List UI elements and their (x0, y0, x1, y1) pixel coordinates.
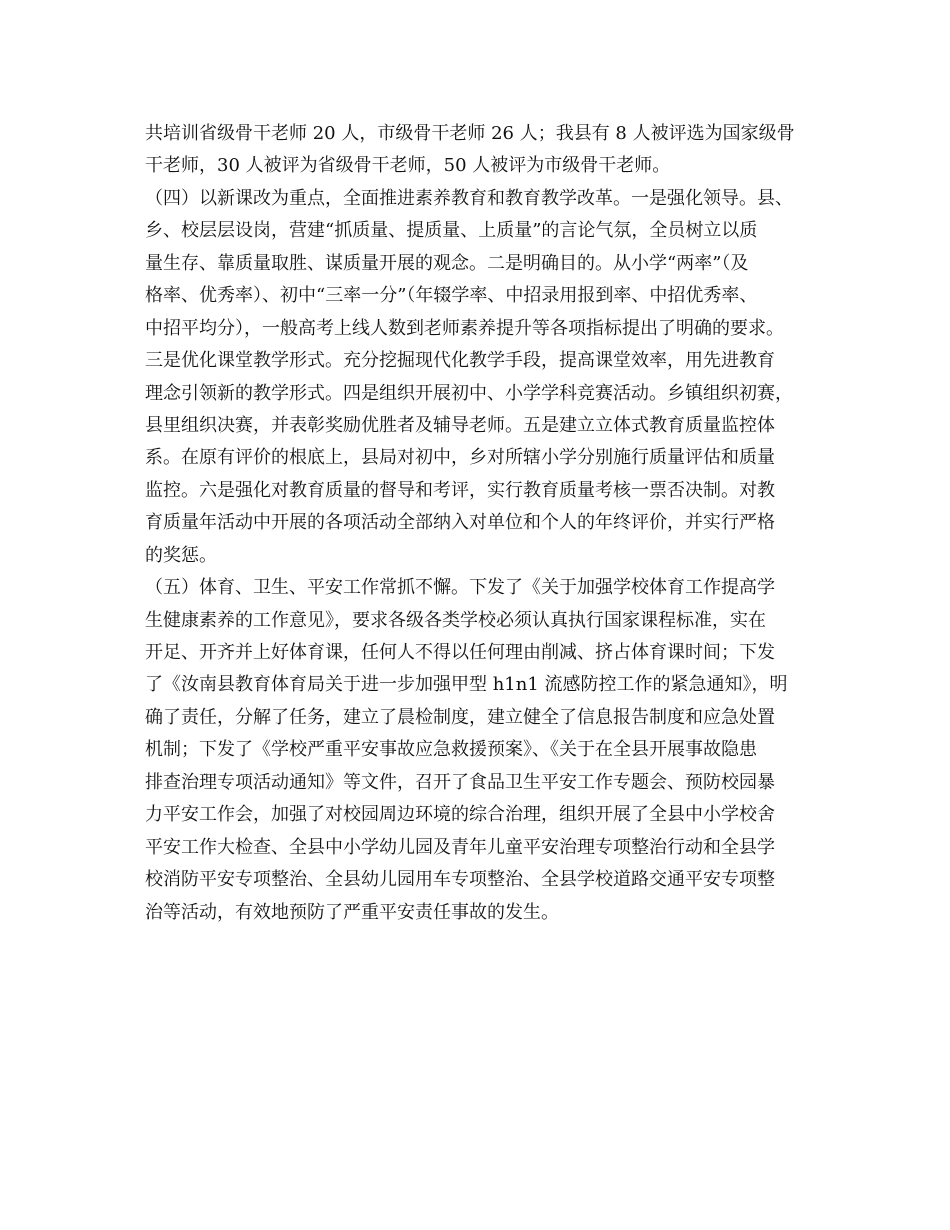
text-line: 理念引领新的教学形式。四是组织开展初中、小学学科竞赛活动。乡镇组织初赛， (145, 382, 793, 404)
text-line: 监控。六是强化对教育质量的督导和考评，实行教育质量考核一票否决制。对教 (145, 479, 775, 501)
text-line: 共培训省级骨干老师 20 人，市级骨干老师 26 人；我县有 8 人被评选为国家级骨 (145, 123, 795, 144)
text-line: 中招平均分），一般高考上线人数到老师素养提升等各项指标提出了明确的要求。 (145, 317, 784, 339)
text-line: 了《汝南县教育体育局关于进一步加强甲型 h1n1 流感防控工作的紧急通知》，明 (145, 674, 788, 696)
text-line: 的奖惩。 (145, 544, 217, 566)
text-line: 治等活动，有效地预防了严重平安责任事故的发生。 (145, 901, 559, 923)
text-line: 校消防平安专项整治、全县幼儿园用车专项整治、全县学校道路交通平安专项整 (145, 869, 775, 891)
text-line: 排查治理专项活动通知》等文件，召开了食品卫生平安工作专题会、预防校园暴 (145, 771, 775, 793)
text-line: 干老师，30 人被评为省级骨干老师，50 人被评为市级骨干老师。 (145, 155, 671, 177)
text-line: 系。在原有评价的根底上，县局对初中，乡对所辖小学分别施行质量评估和质量 (145, 447, 775, 469)
text-line: 开足、开齐并上好体育课，任何人不得以任何理由削减、挤占体育课时间；下发 (145, 642, 775, 663)
text-line: 三是优化课堂教学形式。充分挖掘现代化教学手段，提高课堂效率，用先进教育 (145, 350, 775, 372)
text-line: 格率、优秀率）、初中“三率一分”（年辍学率、中招录用报到率、中招优秀率、 (145, 285, 758, 307)
text-line: 平安工作大检查、全县中小学幼儿园及青年儿童平安治理专项整治行动和全县学 (145, 836, 775, 858)
text-line: （四）以新课改为重点，全面推进素养教育和教育教学改革。一是强化领导。县、 (145, 187, 793, 209)
text-line: 乡、校层层设岗，营建“抓质量、提质量、上质量”的言论气氛，全员树立以质 (145, 220, 758, 242)
text-line: 生健康素养的工作意见》，要求各级各类学校必须认真执行国家课程标准，实在 (145, 609, 766, 631)
text-line: 量生存、靠质量取胜、谋质量开展的观念。二是明确目的。从小学“两率”（及 (145, 252, 749, 274)
text-line: 县里组织决赛，并表彰奖励优胜者及辅导老师。五是建立立体式教育质量监控体 (145, 414, 775, 436)
text-line: （五）体育、卫生、平安工作常抓不懈。下发了《关于加强学校体育工作提高学 (145, 577, 775, 599)
body-text (145, 118, 810, 929)
text-line: 机制；下发了《学校严重平安事故应急救援预案》、《关于在全县开展事故隐患 (145, 739, 757, 761)
text-line: 力平安工作会，加强了对校园周边环境的综合治理，组织开展了全县中小学校舍 (145, 804, 775, 826)
text-line: 育质量年活动中开展的各项活动全部纳入对单位和个人的年终评价，并实行严格 (145, 512, 775, 534)
text-line: 确了责任，分解了任务，建立了晨检制度，建立健全了信息报告制度和应急处置 (145, 706, 775, 728)
